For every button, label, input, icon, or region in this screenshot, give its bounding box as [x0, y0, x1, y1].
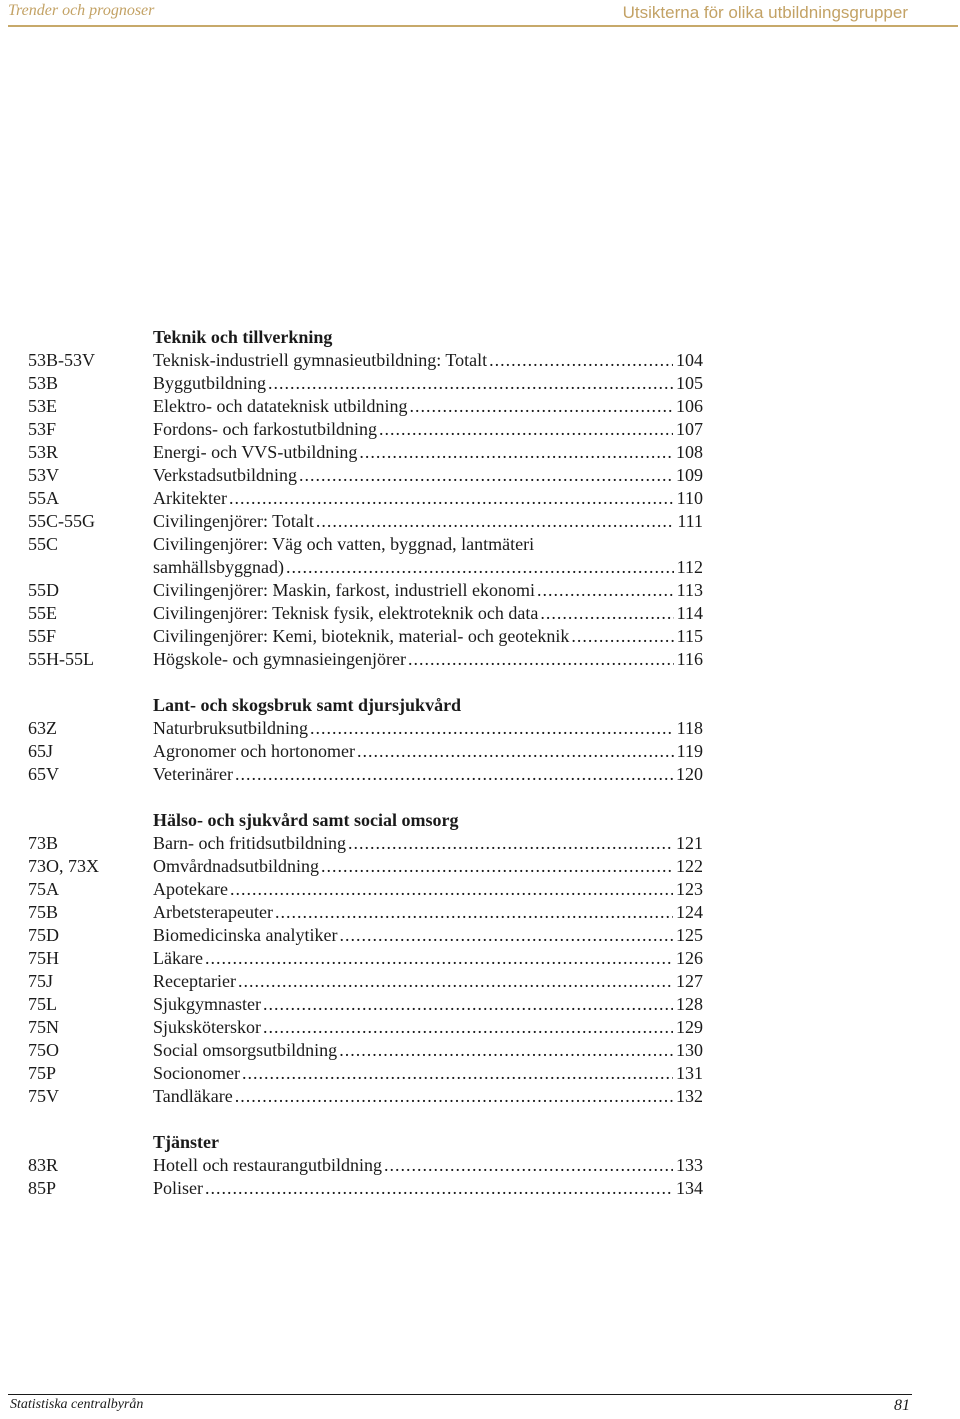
entry-title-block: [153, 487, 703, 510]
entry-page-number: 114: [676, 603, 703, 623]
entry-title: Agronomer och hortonomer: [153, 741, 355, 761]
dot-leader: [275, 901, 673, 924]
footer-page-number: 81: [894, 1397, 910, 1414]
entry-code: 53V: [28, 465, 59, 485]
entry-line: [153, 602, 703, 625]
dot-leader: [409, 395, 673, 418]
entry-line: [153, 717, 703, 740]
entry-title-block: [153, 510, 703, 533]
table-of-contents: [28, 326, 703, 1200]
entry-line: [153, 418, 703, 441]
entry-title-block: [153, 418, 703, 441]
entry-code: 53F: [28, 419, 57, 439]
entry-code: 75P: [28, 1063, 57, 1083]
entry-line: [153, 924, 703, 947]
dot-leader: [299, 464, 673, 487]
entry-line: [153, 1177, 703, 1200]
entry-title: Apotekare: [153, 879, 228, 899]
toc-entry: [28, 602, 703, 625]
entry-title-block: [153, 993, 703, 1016]
entry-title: Civilingenjörer: Väg och vatten, byggnad, lantmäteri: [153, 534, 535, 554]
entry-title-block: [153, 349, 703, 372]
entry-page-number: 123: [676, 879, 703, 899]
dot-leader: [339, 1039, 673, 1062]
dot-leader: [268, 372, 673, 395]
entry-title: Högskole- och gymnasieingenjörer: [153, 649, 406, 669]
entry-code: 75N: [28, 1017, 59, 1037]
dot-leader: [321, 855, 673, 878]
entry-line: [153, 993, 703, 1016]
toc-section: [28, 809, 703, 1108]
entry-title: Byggutbildning: [153, 373, 267, 393]
entry-line: [153, 1039, 703, 1062]
section-heading: Teknik och tillverkning: [153, 327, 333, 347]
entry-line: [153, 947, 703, 970]
entry-line: [153, 579, 703, 602]
entry-title-continuation: samhällsbyggnad): [153, 557, 284, 577]
entry-title: Civilingenjörer: Teknisk fysik, elektroteknik och data: [153, 603, 539, 623]
entry-page-number: 122: [676, 856, 703, 876]
entry-code: 55D: [28, 580, 59, 600]
entry-code: 75A: [28, 879, 59, 899]
entry-line: [153, 464, 703, 487]
toc-section: [28, 1131, 703, 1200]
entry-line: [153, 556, 703, 579]
entry-code: 55C: [28, 534, 59, 554]
entry-title-block: [153, 533, 703, 579]
entry-code: 65V: [28, 764, 59, 784]
footer-publisher: Statistiska centralbyrån: [10, 1397, 144, 1412]
entry-title: Civilingenjörer: Kemi, bioteknik, material- och geoteknik: [153, 626, 570, 646]
dot-leader: [537, 579, 674, 602]
entry-title-block: [153, 878, 703, 901]
section-spacer: [28, 671, 703, 694]
entry-page-number: 106: [676, 396, 703, 416]
entry-code: 53E: [28, 396, 57, 416]
section-heading: Hälso- och sjukvård samt social omsorg: [153, 810, 459, 830]
dot-leader: [263, 1016, 673, 1039]
entry-title: Omvårdnadsutbildning: [153, 856, 319, 876]
entry-title-block: [153, 372, 703, 395]
entry-page-number: 109: [676, 465, 703, 485]
toc-entry: [28, 993, 703, 1016]
dot-leader: [348, 832, 673, 855]
entry-title: Sjuksköterskor: [153, 1017, 261, 1037]
entry-line: [153, 740, 703, 763]
entry-title-block: [153, 901, 703, 924]
entry-line: [153, 487, 703, 510]
entry-page-number: 104: [676, 350, 703, 370]
entry-title-block: [153, 1039, 703, 1062]
entry-page-number: 121: [676, 833, 703, 853]
entry-line: [153, 1154, 703, 1177]
entry-page-number: 129: [676, 1017, 703, 1037]
entry-code: 75D: [28, 925, 59, 945]
entry-code: 73B: [28, 833, 59, 853]
entry-title-block: [153, 441, 703, 464]
entry-title: Teknisk-industriell gymnasieutbildning: Totalt: [153, 350, 488, 370]
toc-section: [28, 326, 703, 671]
dot-leader: [205, 947, 673, 970]
dot-leader: [540, 602, 673, 625]
toc-entry: [28, 487, 703, 510]
entry-title-block: [153, 395, 703, 418]
entry-code: 53B-53V: [28, 350, 95, 370]
dot-leader: [230, 878, 673, 901]
entry-page-number: 134: [676, 1178, 703, 1198]
entry-page-number: 108: [676, 442, 703, 462]
entry-title-block: [153, 1154, 703, 1177]
entry-title: Tandläkare: [153, 1086, 233, 1106]
entry-title: Hotell och restaurangutbildning: [153, 1155, 382, 1175]
entry-line: [153, 832, 703, 855]
entry-code: 55H-55L: [28, 649, 94, 669]
dot-leader: [359, 441, 673, 464]
entry-title: Social omsorgsutbildning: [153, 1040, 338, 1060]
entry-line: [153, 970, 703, 993]
entry-title: Barn- och fritidsutbildning: [153, 833, 346, 853]
dot-leader: [238, 970, 673, 993]
toc-entry: [28, 395, 703, 418]
entry-code: 55F: [28, 626, 57, 646]
entry-title-block: [153, 763, 703, 786]
dot-leader: [408, 648, 674, 671]
toc-entry: [28, 625, 703, 648]
entry-page-number: 115: [676, 626, 703, 646]
entry-code: 83R: [28, 1155, 59, 1175]
entry-line: [153, 441, 703, 464]
toc-entry: [28, 579, 703, 602]
entry-title: Elektro- och datateknisk utbildning: [153, 396, 408, 416]
footer-divider: [8, 1394, 912, 1395]
entry-code: 75O: [28, 1040, 59, 1060]
section-spacer: [28, 1108, 703, 1131]
section-heading: Lant- och skogsbruk samt djursjukvård: [153, 695, 462, 715]
entry-title-block: [153, 1085, 703, 1108]
entry-line: [153, 510, 703, 533]
dot-leader: [316, 510, 674, 533]
toc-entry: [28, 1177, 703, 1200]
entry-title-block: [153, 855, 703, 878]
entry-page-number: 105: [676, 373, 703, 393]
entry-title-block: [153, 648, 703, 671]
dot-leader: [339, 924, 673, 947]
entry-page-number: 128: [676, 994, 703, 1014]
entry-title: Energi- och VVS-utbildning: [153, 442, 358, 462]
entry-code: 53B: [28, 373, 59, 393]
entry-title-block: [153, 832, 703, 855]
entry-title: Arbetsterapeuter: [153, 902, 273, 922]
entry-title-block: [153, 625, 703, 648]
toc-entry: [28, 1154, 703, 1177]
entry-title: Veterinärer: [153, 764, 233, 784]
toc-entry: [28, 349, 703, 372]
entry-page-number: 131: [676, 1063, 703, 1083]
entry-title: Civilingenjörer: Maskin, farkost, industriell ekonomi: [153, 580, 535, 600]
entry-title: Arkitekter: [153, 488, 227, 508]
toc-entry: [28, 1016, 703, 1039]
dot-leader: [205, 1177, 673, 1200]
entry-code: 55E: [28, 603, 57, 623]
entry-page-number: 110: [676, 488, 703, 508]
entry-page-number: 133: [676, 1155, 703, 1175]
dot-leader: [489, 349, 673, 372]
toc-entry: [28, 418, 703, 441]
entry-code: 75L: [28, 994, 57, 1014]
entry-line: [153, 855, 703, 878]
dot-leader: [229, 487, 674, 510]
entry-line: [153, 763, 703, 786]
toc-entry: [28, 878, 703, 901]
entry-code: 73O, 73X: [28, 856, 99, 876]
entry-page-number: 118: [676, 718, 703, 738]
entry-line: [153, 901, 703, 924]
entry-line: [153, 349, 703, 372]
toc-entry: [28, 464, 703, 487]
entry-page-number: 130: [676, 1040, 703, 1060]
toc-entry: [28, 901, 703, 924]
entry-page-number: 125: [676, 925, 703, 945]
dot-leader: [310, 717, 674, 740]
entry-page-number: 127: [676, 971, 703, 991]
toc-entry: [28, 924, 703, 947]
entry-page-number: 113: [676, 580, 703, 600]
entry-line: [153, 1085, 703, 1108]
entry-page-number: 111: [677, 511, 703, 531]
dot-leader: [384, 1154, 673, 1177]
entry-code: 53R: [28, 442, 59, 462]
dot-leader: [242, 1062, 673, 1085]
entry-page-number: 132: [676, 1086, 703, 1106]
toc-entry: [28, 1062, 703, 1085]
entry-title-block: [153, 579, 703, 602]
entry-line: [153, 878, 703, 901]
entry-code: 75V: [28, 1086, 59, 1106]
dot-leader: [235, 763, 673, 786]
entry-title-block: [153, 740, 703, 763]
toc-entry: [28, 533, 703, 579]
toc-entry: [28, 1085, 703, 1108]
running-header-left: Trender och prognoser: [8, 2, 155, 19]
entry-title: Sjukgymnaster: [153, 994, 261, 1014]
section-heading: Tjänster: [153, 1132, 219, 1152]
entry-title-block: [153, 602, 703, 625]
dot-leader: [235, 1085, 673, 1108]
entry-title: Naturbruksutbildning: [153, 718, 308, 738]
entry-title-block: [153, 1062, 703, 1085]
entry-code: 55C-55G: [28, 511, 95, 531]
entry-title-block: [153, 970, 703, 993]
entry-line: [153, 1016, 703, 1039]
entry-code: 75H: [28, 948, 59, 968]
running-header-right: Utsikterna för olika utbildningsgrupper: [622, 3, 908, 22]
entry-title-block: [153, 924, 703, 947]
toc-entry: [28, 510, 703, 533]
entry-code: 55A: [28, 488, 59, 508]
toc-entry: [28, 947, 703, 970]
entry-page-number: 119: [676, 741, 703, 761]
entry-code: 75B: [28, 902, 59, 922]
entry-title: Läkare: [153, 948, 203, 968]
entry-page-number: 124: [676, 902, 703, 922]
toc-entry: [28, 855, 703, 878]
entry-code: 65J: [28, 741, 54, 761]
entry-title: Poliser: [153, 1178, 204, 1198]
entry-title-block: [153, 947, 703, 970]
toc-entry: [28, 970, 703, 993]
entry-code: 63Z: [28, 718, 57, 738]
entry-title-block: [153, 717, 703, 740]
dot-leader: [286, 556, 674, 579]
entry-title: Fordons- och farkostutbildning: [153, 419, 377, 439]
entry-line: [153, 625, 703, 648]
entry-code: 75J: [28, 971, 54, 991]
toc-section: [28, 694, 703, 786]
toc-entry: [28, 648, 703, 671]
entry-title: Biomedicinska analytiker: [153, 925, 338, 945]
entry-title: Socionomer: [153, 1063, 240, 1083]
entry-page-number: 112: [676, 557, 703, 577]
dot-leader: [263, 993, 673, 1016]
entry-line: [153, 1062, 703, 1085]
section-spacer: [28, 786, 703, 809]
toc-entry: [28, 717, 703, 740]
toc-entry: [28, 740, 703, 763]
entry-page-number: 126: [676, 948, 703, 968]
dot-leader: [357, 740, 674, 763]
entry-code: 85P: [28, 1178, 57, 1198]
toc-entry: [28, 372, 703, 395]
dot-leader: [379, 418, 673, 441]
entry-page-number: 107: [676, 419, 703, 439]
dot-leader: [571, 625, 673, 648]
toc-entry: [28, 832, 703, 855]
toc-entry: [28, 441, 703, 464]
entry-title: Verkstadsutbildning: [153, 465, 297, 485]
entry-title-block: [153, 1016, 703, 1039]
entry-title-block: [153, 1177, 703, 1200]
entry-page-number: 120: [676, 764, 703, 784]
entry-line: [153, 648, 703, 671]
entry-page-number: 116: [676, 649, 703, 669]
toc-entry: [28, 763, 703, 786]
entry-title: Receptarier: [153, 971, 236, 991]
entry-line: [153, 372, 703, 395]
entry-line: [153, 395, 703, 418]
page-header: [8, 0, 958, 27]
entry-title-block: [153, 464, 703, 487]
toc-entry: [28, 1039, 703, 1062]
entry-title: Civilingenjörer: Totalt: [153, 511, 314, 531]
